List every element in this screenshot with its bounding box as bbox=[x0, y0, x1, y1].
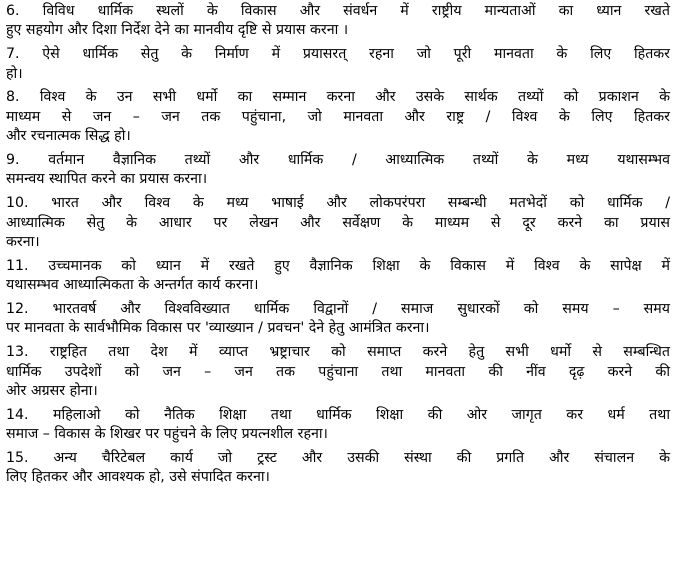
text-line: ओर अग्रसर होना। bbox=[6, 383, 98, 400]
text-line: 10. भारत और विश्व के मध्य भाषाई और लोकपरंपरा सम्बन्धी मतभेदों को धार्मिक / bbox=[6, 195, 670, 212]
list-item-15 bbox=[6, 449, 670, 488]
text-line: लिए हितकर और आवश्यक हो, उसे संपादित करना। bbox=[6, 469, 270, 486]
text-line: 8. विश्व के उन सभी धर्मो का सम्मान करना और उसके सार्थक तथ्यों को प्रकाशन के bbox=[6, 89, 670, 106]
list-item-11 bbox=[6, 257, 670, 296]
text-line: हुए सहयोग और दिशा निर्देश देने का मानवीय दृष्टि से प्रयास करना । bbox=[6, 22, 349, 39]
text-line: करना। bbox=[6, 234, 40, 251]
text-line: माध्यम से जन – जन तक पहुंचाना, जो मानवता और राष्ट्र / विश्व के लिए हितकर bbox=[6, 108, 670, 125]
list-item-8 bbox=[6, 88, 670, 146]
list-item-13 bbox=[6, 343, 670, 401]
list-item-9 bbox=[6, 151, 670, 190]
list-item-7 bbox=[6, 45, 670, 84]
text-line: यथासम्भव आध्यात्मिकता के अन्तर्गत कार्य करना। bbox=[6, 277, 259, 294]
text-line: 6. विविध धार्मिक स्थलों के विकास और संवर्धन में राष्ट्रीय मान्यताओं का ध्यान रखते bbox=[6, 3, 670, 19]
list-item-10 bbox=[6, 194, 670, 252]
text-line: 7. ऐसे धार्मिक सेतु के निर्माण में प्रयासरत् रहना जो पूरी मानवता के लिए हितकर bbox=[6, 46, 670, 63]
text-line: 15. अन्य चैरिटेबल कार्य जो ट्रस्ट और उसकी संस्था की प्रगति और संचालन के bbox=[6, 450, 670, 467]
text-line: आध्यात्मिक सेतु के आधार पर लेखन और सर्वेक्षण के माध्यम से दूर करने का प्रयास bbox=[6, 214, 670, 231]
text-line: 9. वर्तमान वैज्ञानिक तथ्यों और धार्मिक / आध्यात्मिक तथ्यों के मध्य यथासम्भव bbox=[6, 152, 670, 169]
text-line: समन्वय स्थापित करने का प्रयास करना। bbox=[6, 171, 208, 188]
list-item-6 bbox=[6, 2, 670, 41]
text-line: हो। bbox=[6, 65, 23, 82]
text-line: समाज – विकास के शिखर पर पहुंचने के लिए प्रयत्नशील रहना। bbox=[6, 426, 328, 443]
text-line: 12. भारतवर्ष और विश्वविख्यात धार्मिक विद्वानों / समाज सुधारकों को समय – समय bbox=[6, 301, 670, 318]
text-line: धार्मिक उपदेशों को जन – जन तक पहुंचाना तथा मानवता की नींव दृढ़ करने की bbox=[6, 363, 670, 380]
text-line: 11. उच्चमानक को ध्यान में रखते हुए वैज्ञानिक शिक्षा के विकास में विश्व के सापेक्ष में bbox=[6, 257, 670, 274]
text-line: 14. महिलाओ को नैतिक शिक्षा तथा धार्मिक शिक्षा की ओर जागृत कर धर्म तथा bbox=[6, 406, 670, 423]
text-line: और रचनात्मक सिद्ध हो। bbox=[6, 128, 131, 145]
list-item-12 bbox=[6, 300, 670, 339]
list-item-14 bbox=[6, 406, 670, 445]
text-line: 13. राष्ट्रहित तथा देश में व्याप्त भ्रष्ट्राचार को समाप्त करने हेतु सभी धर्मो से सम्बन्धित bbox=[6, 344, 670, 361]
text-line: पर मानवता के सार्वभौमिक विकास पर 'व्याख्यान / प्रवचन' देने हेतु आमंत्रित करना। bbox=[6, 320, 430, 337]
